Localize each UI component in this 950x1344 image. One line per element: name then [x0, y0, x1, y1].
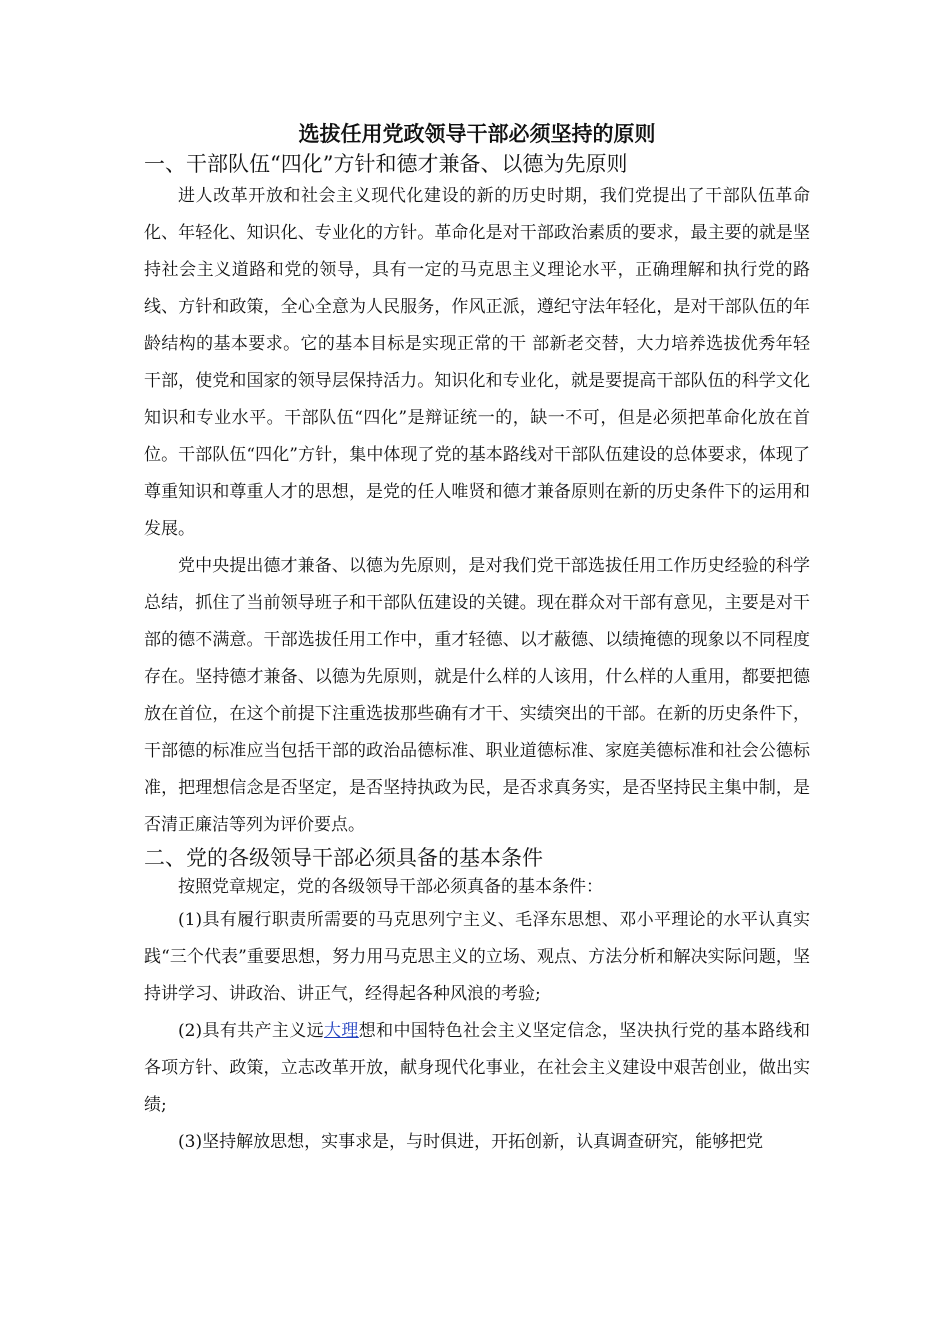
list-item-2-text-before: (2)具有共产主义远 [178, 1021, 325, 1041]
document-title: 选拔任用党政领导干部必须坚持的原则 [298, 121, 656, 146]
paragraph-1: 进人改革开放和社会主义现代化建设的新的历史时期，我们党提出了干部队伍革命化、年轻化、知识化、专业化的方针。革命化是对干部政治素质的要求，最主要的就是坚持社会主义道路和党的领导，具有一定的马克思主义理论水平，正确理解和执行党的路线、方针和政策，全心全意为人民服务，作风正派，遵纪守法年轻化，是对干部队伍的年龄结构的基本要求。它的基本目标是实现正常的干 部新老交替，大力培养选拔优秀年轻干部，使党和国家的领导层保持活力。知识化和专业化，就是要提高干部队伍的科学文化知识和专业水平。干部队伍“四化”是辩证统一的，缺一不可，但是必须把革命化放在首位。干部队伍“四化”方针，集中体现了党的基本路线对干部队伍建设的总体要求，体现了尊重知识和尊重人才的思想，是党的任人唯贤和德才兼备原则在新的历史条件下的运用和发展。 [144, 186, 810, 539]
paragraph-intro: 按照党章规定，党的各级领导干部必须真备的基本条件： [178, 877, 603, 897]
list-item-1: (1)具有履行职责所需要的马克思列宁主义、毛泽东思想、邓小平理论的水平认真实践“三个代表”重要思想，努力用马克思主义的立场、观点、方法分析和解决实际问题，坚持讲学习、讲政治、讲正气，经得起各种风浪的考验; [144, 910, 810, 1004]
list-item-2 [144, 1013, 810, 1124]
section-heading-2: 二、党的各级领导干部必须具备的基本条件 [144, 846, 543, 870]
section-heading-1: 一、干部队伍“四化”方针和德才兼备、以德为先原则 [144, 152, 628, 176]
hyperlink-dali[interactable]: 大理 [324, 1021, 359, 1041]
document-page [144, 118, 810, 1161]
list-item-2-text-after: 想和中国特色社会主义坚定信念，坚决执行党的基本路线和各项方针、政策，立志改革开放，献身现代化事业，在社会主义建设中艰苦创业，做出实绩; [144, 1021, 810, 1115]
list-item-3: (3)坚持解放思想，实事求是，与时俱进，开拓创新，认真调查研究，能够把党 [178, 1132, 764, 1152]
paragraph-2: 党中央提出德才兼备、以德为先原则，是对我们党干部选拔任用工作历史经验的科学总结，抓住了当前领导班子和干部队伍建设的关键。现在群众对干部有意见，主要是对干部的德不满意。干部选拔任用工作中，重才轻德、以才蔽德、以绩掩德的现象以不同程度存在。坚持德才兼备、以德为先原则，就是什么样的人该用，什么样的人重用，都要把德放在首位，在这个前提下注重选拔那些确有才干、实绩突出的干部。在新的历史条件下，干部德的标准应当包括干部的政治品德标准、职业道德标准、家庭美德标准和社会公德标准，把理想信念是否坚定，是否坚持执政为民，是否求真务实，是否坚持民主集中制，是否清正廉洁等列为评价要点。 [144, 556, 810, 835]
